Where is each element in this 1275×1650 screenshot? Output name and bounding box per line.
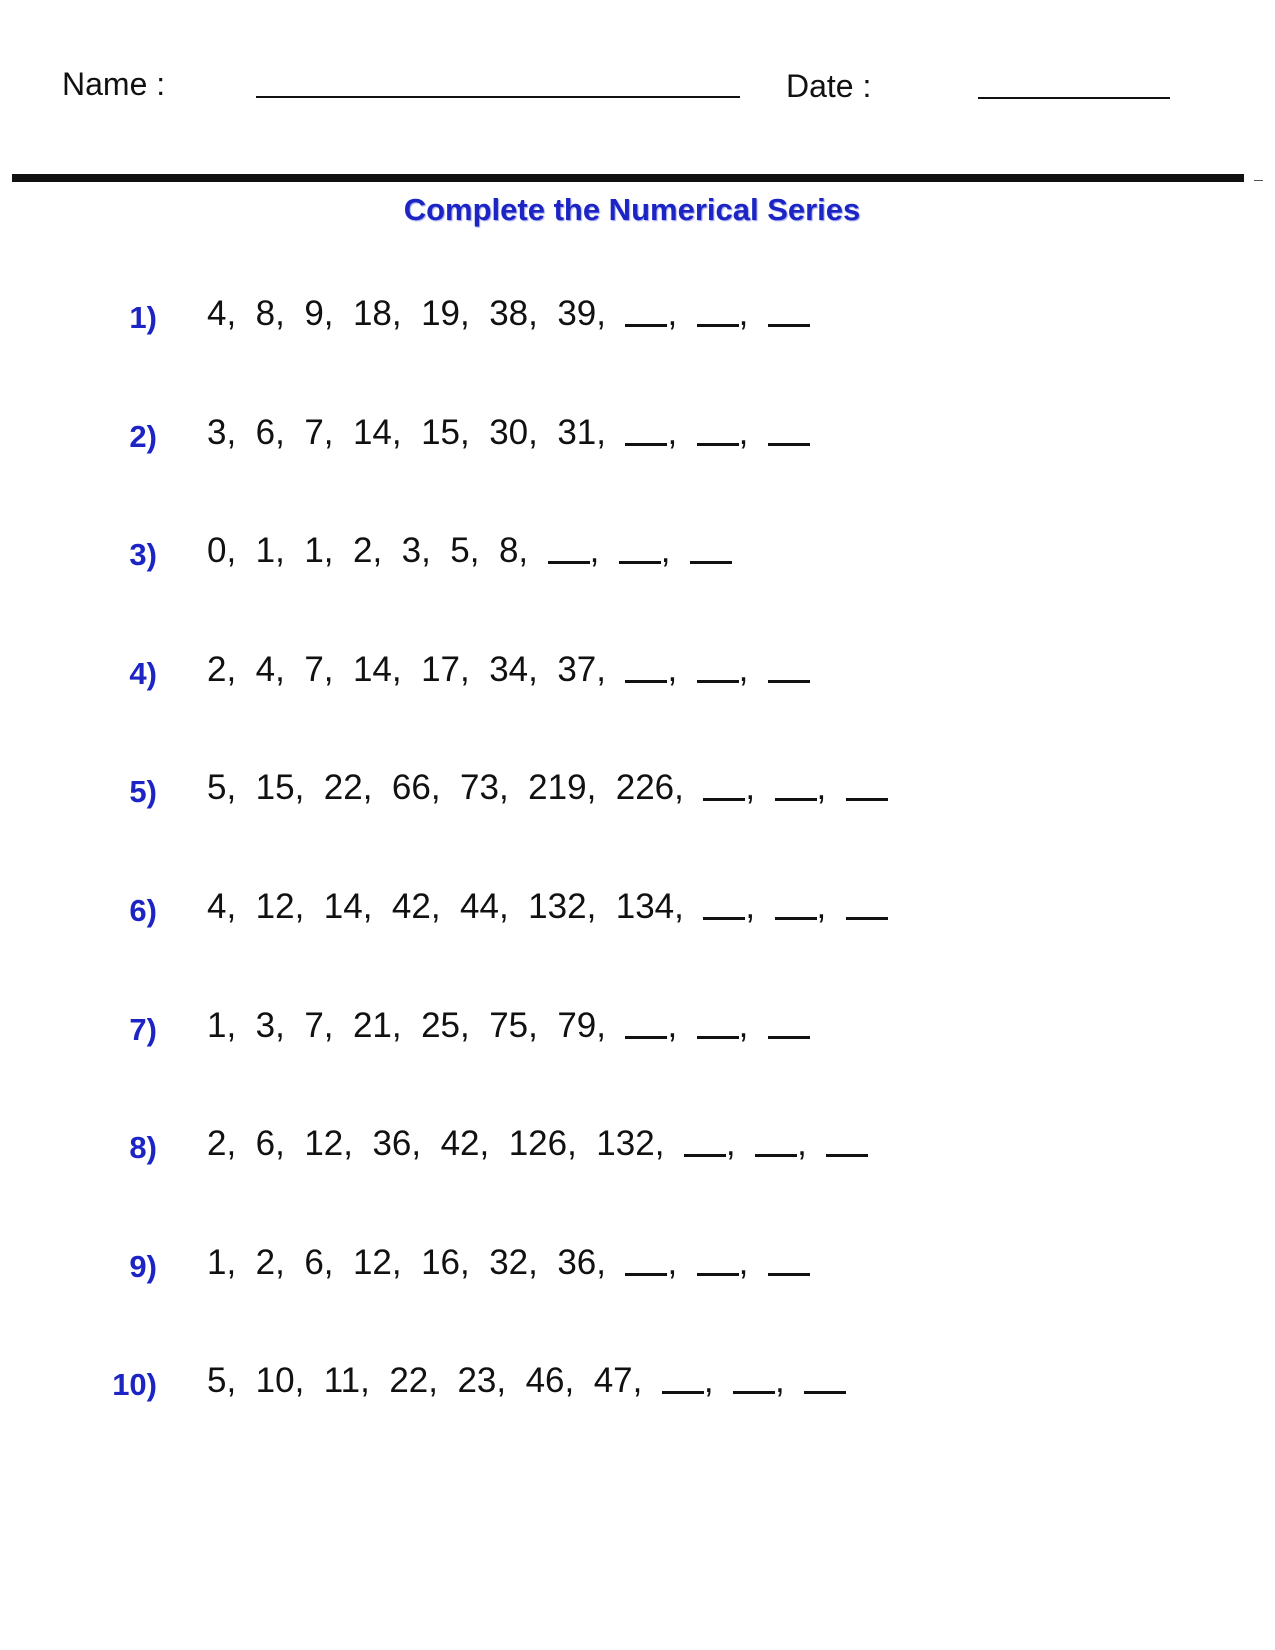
series-term: 18 <box>352 294 392 333</box>
series-term: 12 <box>352 1243 392 1282</box>
number-series <box>207 766 888 810</box>
series-separator: , <box>564 1361 594 1400</box>
number-series <box>207 292 810 336</box>
answer-blank[interactable] <box>697 294 739 327</box>
answer-blank[interactable] <box>755 1124 797 1157</box>
series-separator: , <box>797 1124 827 1163</box>
series-separator: , <box>275 1006 305 1045</box>
series-separator: , <box>528 1243 558 1282</box>
problem-number: 2) <box>129 419 157 454</box>
series-separator: , <box>745 887 775 926</box>
series-separator: , <box>421 531 451 570</box>
answer-blank[interactable] <box>768 294 810 327</box>
series-separator: , <box>226 531 256 570</box>
number-series <box>207 885 888 929</box>
series-term: 16 <box>421 1243 461 1282</box>
series-separator: , <box>323 294 353 333</box>
series-term: 1 <box>207 1243 227 1282</box>
series-separator: , <box>226 768 256 807</box>
series-separator: , <box>498 887 529 926</box>
series-separator: , <box>667 413 697 452</box>
series-separator: , <box>411 1124 441 1163</box>
series-separator: , <box>226 1361 256 1400</box>
series-separator: , <box>528 413 558 452</box>
series-term: 31 <box>557 413 597 452</box>
answer-blank[interactable] <box>697 1243 739 1276</box>
date-blank-line[interactable] <box>978 97 1170 99</box>
series-separator: , <box>596 1006 626 1045</box>
number-series <box>207 529 732 573</box>
name-blank-line[interactable] <box>256 96 740 98</box>
problem-number: 6) <box>129 893 157 928</box>
series-term: 1 <box>304 531 324 570</box>
series-term: 5 <box>450 531 470 570</box>
series-separator: , <box>294 887 324 926</box>
series-separator: , <box>596 1243 626 1282</box>
series-term: 6 <box>304 1243 324 1282</box>
series-term: 6 <box>255 1124 276 1163</box>
series-separator: , <box>654 1124 684 1163</box>
series-term: 42 <box>440 1124 480 1163</box>
series-separator: , <box>343 1124 373 1163</box>
series-separator: , <box>275 1124 305 1163</box>
problem-number: 5) <box>129 774 157 809</box>
problem-row <box>0 648 1275 692</box>
series-separator: , <box>275 413 305 452</box>
series-separator: , <box>528 294 558 333</box>
series-term: 34 <box>489 650 529 689</box>
problem-number: 7) <box>129 1012 157 1047</box>
name-label: Name : <box>62 66 166 102</box>
series-separator: , <box>226 650 256 689</box>
series-separator: , <box>469 531 499 570</box>
series-separator: , <box>430 768 461 807</box>
series-separator: , <box>674 768 704 807</box>
series-term: 7 <box>304 1006 324 1045</box>
series-separator: , <box>226 1243 256 1282</box>
answer-blank[interactable] <box>684 1124 726 1157</box>
series-term: 14 <box>323 887 363 926</box>
series-separator: , <box>360 1361 390 1400</box>
series-separator: , <box>660 531 690 570</box>
series-separator: , <box>816 768 846 807</box>
answer-blank[interactable] <box>697 650 739 683</box>
problem-number: 10) <box>112 1367 157 1402</box>
series-separator: , <box>479 1124 509 1163</box>
series-term: 75 <box>489 1006 529 1045</box>
answer-blank[interactable] <box>625 650 667 683</box>
series-separator: , <box>816 887 846 926</box>
series-term: 12 <box>255 887 295 926</box>
header-divider <box>12 174 1244 182</box>
series-term: 1 <box>255 531 276 570</box>
series-separator: , <box>496 1361 526 1400</box>
answer-blank[interactable] <box>697 413 739 446</box>
series-term: 79 <box>557 1006 597 1045</box>
series-separator: , <box>226 1124 256 1163</box>
series-separator: , <box>323 1006 353 1045</box>
series-separator: , <box>667 1243 697 1282</box>
series-separator: , <box>294 1361 324 1400</box>
series-separator: , <box>738 650 768 689</box>
series-separator: , <box>323 531 353 570</box>
problem-row <box>0 1241 1275 1285</box>
series-separator: , <box>391 1243 422 1282</box>
series-term: 2 <box>352 531 373 570</box>
answer-blank[interactable] <box>697 1006 739 1039</box>
series-separator: , <box>589 531 619 570</box>
series-separator: , <box>674 887 704 926</box>
series-separator: , <box>226 887 256 926</box>
series-separator: , <box>667 1006 697 1045</box>
problem-row <box>0 766 1275 810</box>
series-separator: , <box>775 1361 805 1400</box>
series-separator: , <box>372 531 402 570</box>
series-separator: , <box>745 768 775 807</box>
answer-blank[interactable] <box>625 294 667 327</box>
number-series <box>207 1122 868 1166</box>
answer-blank[interactable] <box>703 887 745 920</box>
answer-blank[interactable] <box>775 768 817 801</box>
series-separator: , <box>703 1361 733 1400</box>
answer-blank[interactable] <box>625 1243 667 1276</box>
answer-blank[interactable] <box>768 1243 810 1276</box>
series-separator: , <box>596 294 626 333</box>
series-term: 219 <box>528 768 587 807</box>
problem-number: 8) <box>129 1130 157 1165</box>
series-term: 73 <box>460 768 499 807</box>
series-term: 126 <box>508 1124 568 1163</box>
series-separator: , <box>738 413 768 452</box>
series-separator: , <box>275 531 305 570</box>
series-term: 8 <box>498 531 519 570</box>
answer-blank[interactable] <box>703 768 745 801</box>
problem-number: 1) <box>129 300 157 335</box>
series-term: 10 <box>255 1361 295 1400</box>
series-term: 36 <box>372 1124 412 1163</box>
series-term: 46 <box>525 1361 565 1400</box>
number-series <box>207 1241 810 1285</box>
series-term: 21 <box>352 1006 392 1045</box>
series-term: 15 <box>255 768 295 807</box>
series-term: 3 <box>255 1006 276 1045</box>
series-term: 132 <box>596 1124 655 1163</box>
series-separator: , <box>498 768 529 807</box>
series-separator: , <box>738 294 768 333</box>
problem-row <box>0 1359 1275 1403</box>
answer-blank[interactable] <box>804 1361 846 1394</box>
series-separator: , <box>323 413 353 452</box>
series-term: 226 <box>615 768 675 807</box>
series-separator: , <box>567 1124 597 1163</box>
problem-row <box>0 411 1275 455</box>
problem-row <box>0 885 1275 929</box>
series-separator: , <box>460 650 490 689</box>
series-term: 37 <box>557 650 597 689</box>
series-term: 25 <box>421 1006 461 1045</box>
series-separator: , <box>391 413 422 452</box>
series-separator: , <box>596 413 626 452</box>
problem-number: 4) <box>129 656 157 691</box>
series-term: 22 <box>323 768 363 807</box>
problem-number: 9) <box>129 1249 157 1284</box>
series-separator: , <box>294 768 324 807</box>
answer-blank[interactable] <box>548 531 590 564</box>
series-term: 42 <box>391 887 431 926</box>
series-term: 32 <box>489 1243 529 1282</box>
series-separator: , <box>460 1243 490 1282</box>
answer-blank[interactable] <box>733 1361 775 1394</box>
series-term: 9 <box>304 294 324 333</box>
series-term: 7 <box>304 413 324 452</box>
series-term: 36 <box>557 1243 597 1282</box>
series-term: 22 <box>389 1361 429 1400</box>
series-separator: , <box>226 413 256 452</box>
series-separator: , <box>586 887 616 926</box>
number-series <box>207 648 810 692</box>
series-term: 11 <box>323 1361 361 1400</box>
series-separator: , <box>323 1243 353 1282</box>
series-term: 4 <box>207 294 227 333</box>
series-separator: , <box>391 294 422 333</box>
answer-blank[interactable] <box>625 413 667 446</box>
series-separator: , <box>632 1361 662 1400</box>
series-separator: , <box>362 768 392 807</box>
series-separator: , <box>275 294 305 333</box>
answer-blank[interactable] <box>690 531 732 564</box>
problem-row <box>0 529 1275 573</box>
series-separator: , <box>391 650 422 689</box>
answer-blank[interactable] <box>768 650 810 683</box>
answer-blank[interactable] <box>775 887 817 920</box>
series-term: 38 <box>489 294 529 333</box>
divider-tick-mark <box>1254 180 1263 181</box>
series-term: 2 <box>207 1124 227 1163</box>
answer-blank[interactable] <box>768 1006 810 1039</box>
series-term: 14 <box>352 413 392 452</box>
number-series <box>207 411 810 455</box>
series-term: 5 <box>207 1361 227 1400</box>
series-separator: , <box>528 1006 558 1045</box>
series-term: 0 <box>207 531 227 570</box>
series-separator: , <box>460 1006 490 1045</box>
series-separator: , <box>667 294 697 333</box>
series-separator: , <box>323 650 353 689</box>
answer-blank[interactable] <box>846 887 888 920</box>
series-term: 134 <box>615 887 675 926</box>
series-term: 44 <box>460 887 499 926</box>
answer-blank[interactable] <box>662 1361 704 1394</box>
series-term: 30 <box>489 413 529 452</box>
series-separator: , <box>460 294 490 333</box>
series-term: 39 <box>557 294 597 333</box>
series-separator: , <box>275 1243 305 1282</box>
series-term: 19 <box>421 294 461 333</box>
series-term: 4 <box>207 887 227 926</box>
series-term: 8 <box>255 294 276 333</box>
series-term: 6 <box>255 413 276 452</box>
answer-blank[interactable] <box>625 1006 667 1039</box>
series-term: 17 <box>421 650 461 689</box>
series-term: 2 <box>255 1243 276 1282</box>
series-separator: , <box>725 1124 756 1163</box>
series-separator: , <box>586 768 616 807</box>
series-separator: , <box>738 1006 768 1045</box>
date-label: Date : <box>786 68 872 104</box>
series-term: 3 <box>401 531 422 570</box>
series-term: 132 <box>528 887 587 926</box>
series-term: 12 <box>304 1124 344 1163</box>
series-term: 1 <box>207 1006 227 1045</box>
problem-row <box>0 1004 1275 1048</box>
series-separator: , <box>391 1006 422 1045</box>
number-series <box>207 1004 810 1048</box>
problem-row <box>0 1122 1275 1166</box>
series-separator: , <box>460 413 490 452</box>
answer-blank[interactable] <box>846 768 888 801</box>
series-separator: , <box>738 1243 768 1282</box>
series-separator: , <box>275 650 305 689</box>
answer-blank[interactable] <box>619 531 661 564</box>
series-separator: , <box>518 531 548 570</box>
series-term: 14 <box>352 650 392 689</box>
problem-row <box>0 292 1275 336</box>
series-term: 4 <box>255 650 276 689</box>
series-term: 5 <box>207 768 227 807</box>
series-term: 7 <box>304 650 324 689</box>
worksheet-title: Complete the Numerical Series <box>403 192 861 227</box>
series-separator: , <box>362 887 392 926</box>
number-series <box>207 1359 846 1403</box>
series-separator: , <box>596 650 626 689</box>
answer-blank[interactable] <box>826 1124 868 1157</box>
series-term: 15 <box>421 413 461 452</box>
series-separator: , <box>430 887 461 926</box>
series-term: 47 <box>593 1361 633 1400</box>
series-term: 23 <box>457 1361 497 1400</box>
answer-blank[interactable] <box>768 413 810 446</box>
series-separator: , <box>226 1006 256 1045</box>
series-term: 66 <box>391 768 431 807</box>
series-separator: , <box>667 650 697 689</box>
series-separator: , <box>226 294 256 333</box>
series-separator: , <box>428 1361 458 1400</box>
series-term: 2 <box>207 650 227 689</box>
series-separator: , <box>528 650 558 689</box>
problem-number: 3) <box>129 537 157 572</box>
series-term: 3 <box>207 413 227 452</box>
